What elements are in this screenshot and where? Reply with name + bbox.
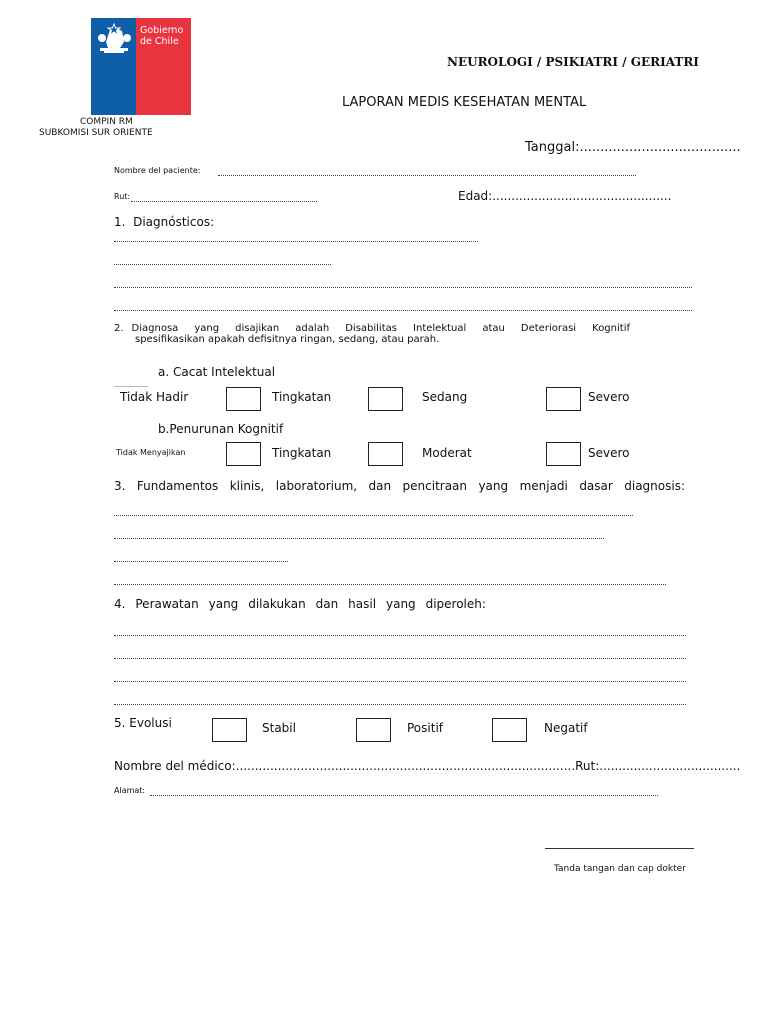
diagnosis-line-1[interactable]: [114, 241, 478, 242]
section-2-text: 2. Diagnosa yang disajikan adalah Disabilitas Intelektual atau Deteriorasi Kognitif spesifikasikan apakah defisitnya ringan, sedang, atau parah.: [114, 323, 630, 345]
address-label: Alamat:: [114, 786, 146, 795]
age-label: Edad:...............................................: [458, 189, 672, 203]
doctor-name-label: Nombre del médico:.........................................................................................Rut:.....................................: [114, 759, 741, 773]
option-negatif-label: Negatif: [544, 721, 588, 735]
perawatan-line-1[interactable]: [114, 635, 686, 636]
diagnosis-line-2[interactable]: [114, 264, 331, 265]
option-b-tingkatan-label: Tingkatan: [272, 446, 332, 460]
checkbox-a-severo[interactable]: [546, 387, 581, 411]
subsection-a-title: a. Cacat Intelektual: [158, 365, 276, 379]
option-a-none-label: Tidak Hadir: [120, 390, 189, 404]
option-b-severo-label: Severo: [588, 446, 630, 460]
checkbox-positif[interactable]: [356, 718, 391, 742]
divider: [114, 386, 148, 387]
rut-label: Rut:: [114, 192, 131, 201]
gobierno-de-chile-logo: [91, 18, 191, 115]
diagnosis-line-3[interactable]: [114, 287, 692, 288]
org-line-1: COMPIN RM: [80, 117, 133, 127]
fundamentos-line-2[interactable]: [114, 538, 604, 539]
section-5-title: 5. Evolusi: [114, 716, 172, 730]
date-label: Tanggal:.......................................: [525, 140, 741, 155]
fundamentos-line-1[interactable]: [114, 515, 633, 516]
option-a-tingkatan-label: Tingkatan: [272, 390, 332, 404]
section-4-title: 4. Perawatan yang dilakukan dan hasil yang diperoleh:: [114, 597, 486, 611]
option-b-none-label: Tidak Menyajikan: [116, 448, 186, 457]
rut-field[interactable]: [131, 201, 317, 202]
perawatan-line-4[interactable]: [114, 704, 686, 705]
section-1-title: 1. Diagnósticos:: [114, 215, 215, 229]
subsection-b-title: b.Penurunan Kognitif: [158, 422, 284, 436]
checkbox-a-sedang[interactable]: [368, 387, 403, 411]
logo-line-2: de Chile: [140, 36, 179, 47]
department-heading: NEUROLOGI / PSIKIATRI / GERIATRI: [447, 55, 699, 69]
fundamentos-line-3[interactable]: [114, 561, 288, 562]
option-a-sedang-label: Sedang: [422, 390, 468, 404]
checkbox-b-severo[interactable]: [546, 442, 581, 466]
signature-caption: Tanda tangan dan cap dokter: [554, 864, 686, 874]
option-b-moderat-label: Moderat: [422, 446, 472, 460]
signature-line[interactable]: [545, 848, 694, 849]
checkbox-negatif[interactable]: [492, 718, 527, 742]
patient-name-label: Nombre del paciente:: [114, 166, 201, 175]
checkbox-stabil[interactable]: [212, 718, 247, 742]
patient-name-field[interactable]: [218, 175, 636, 176]
section-3-title: 3. Fundamentos klinis, laboratorium, dan pencitraan yang menjadi dasar diagnosis:: [114, 479, 685, 493]
option-positif-label: Positif: [407, 721, 443, 735]
address-field[interactable]: [150, 795, 658, 796]
org-line-2: SUBKOMISI SUR ORIENTE: [39, 128, 153, 138]
perawatan-line-3[interactable]: [114, 681, 686, 682]
option-stabil-label: Stabil: [262, 721, 296, 735]
logo-line-1: Gobierno: [140, 25, 184, 36]
checkbox-b-tingkatan[interactable]: [226, 442, 261, 466]
checkbox-a-tingkatan[interactable]: [226, 387, 261, 411]
perawatan-line-2[interactable]: [114, 658, 686, 659]
chile-crest-icon: [94, 22, 134, 56]
diagnosis-line-4[interactable]: [114, 310, 692, 311]
option-a-severo-label: Severo: [588, 390, 630, 404]
checkbox-b-moderat[interactable]: [368, 442, 403, 466]
fundamentos-line-4[interactable]: [114, 584, 666, 585]
page-title: LAPORAN MEDIS KESEHATAN MENTAL: [342, 95, 587, 110]
